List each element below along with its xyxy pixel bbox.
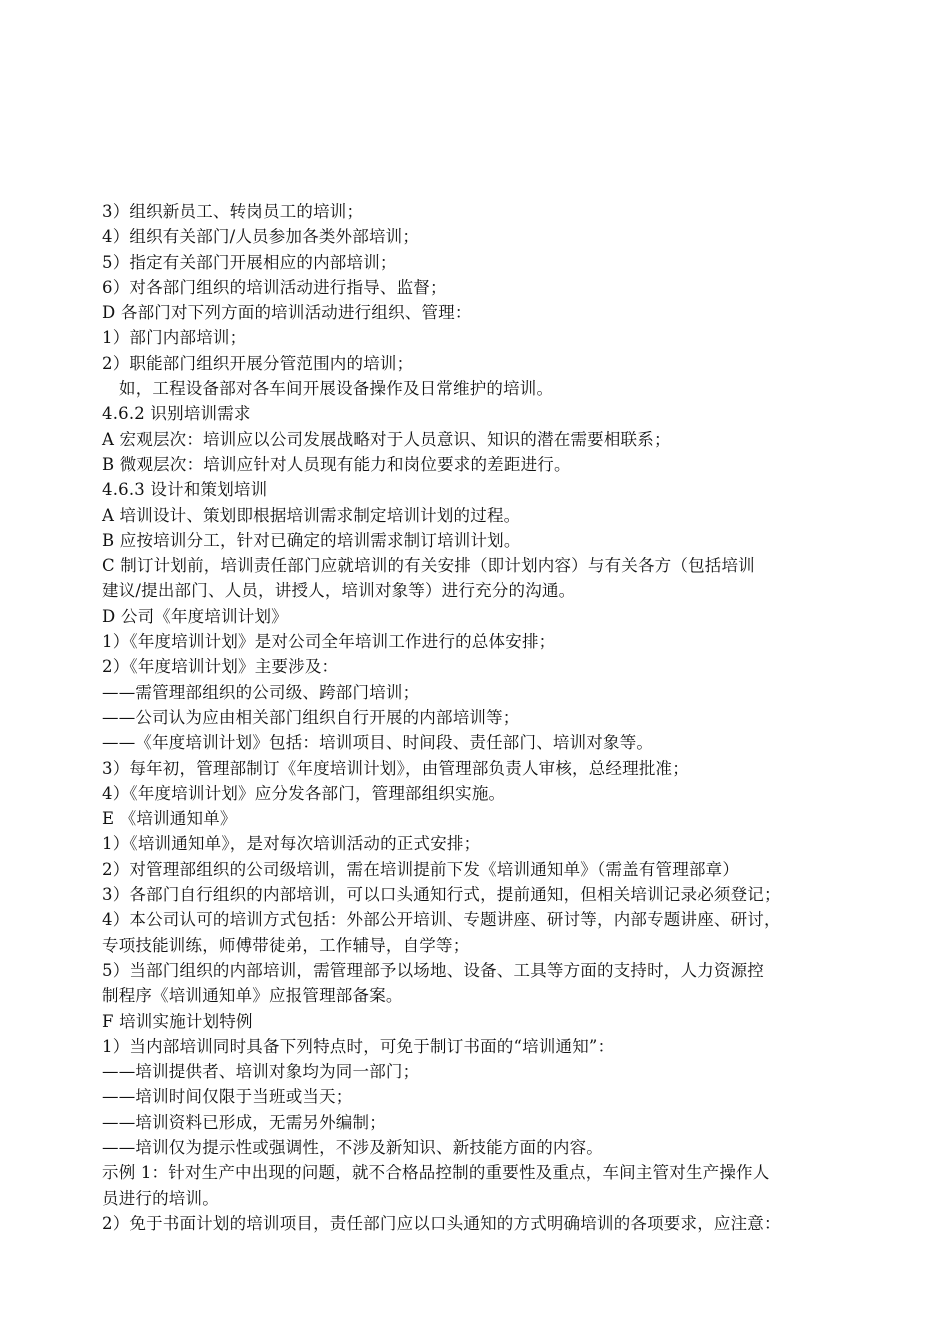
text-line: D 公司《年度培训计划》 <box>102 606 288 626</box>
text-line: 1）当内部培训同时具备下列特点时，可免于制订书面的“培训通知”： <box>102 1036 615 1056</box>
text-line: F 培训实施计划特例 <box>102 1011 253 1031</box>
text-line: B 微观层次：培训应针对人员现有能力和岗位要求的差距进行。 <box>102 454 571 474</box>
text-line: ——培训提供者、培训对象均为同一部门； <box>102 1062 420 1082</box>
text-line: 2）免于书面计划的培训项目，责任部门应以口头通知的方式明确培训的各项要求，应注意： <box>102 1213 781 1233</box>
text-line: A 培训设计、策划即根据培训需求制定培训计划的过程。 <box>102 505 521 525</box>
text-line: ——培训仅为提示性或强调性，不涉及新知识、新技能方面的内容。 <box>102 1137 603 1157</box>
text-line: D 各部门对下列方面的培训活动进行组织、管理： <box>102 303 472 323</box>
text-line: 5）指定有关部门开展相应的内部培训； <box>102 252 397 272</box>
section-heading: 4.6.3 设计和策划培训 <box>102 480 268 500</box>
text-line: ——公司认为应由相关部门组织自行开展的内部培训等； <box>102 707 520 727</box>
text-line: 员进行的培训。 <box>102 1188 219 1208</box>
text-line: 专项技能训练，师傅带徒弟，工作辅导，自学等； <box>102 935 470 955</box>
text-line: 示例 1：针对生产中出现的问题，就不合格品控制的重要性及重点，车间主管对生产操作人 <box>102 1163 770 1183</box>
text-line: 5）当部门组织的内部培训，需管理部予以场地、设备、工具等方面的支持时，人力资源控 <box>102 960 764 980</box>
text-line: 4）组织有关部门/人员参加各类外部培训； <box>102 227 420 247</box>
text-line: 3）各部门自行组织的内部培训，可以口头通知行式，提前通知，但相关培训记录必须登记； <box>102 885 781 905</box>
text-line: A 宏观层次：培训应以公司发展战略对于人员意识、知识的潜在需要相联系； <box>102 429 671 449</box>
text-line: 4）《年度培训计划》应分发各部门，管理部组织实施。 <box>102 783 506 803</box>
text-line: 1）《培训通知单》，是对每次培训活动的正式安排； <box>102 834 481 854</box>
text-line: ——培训时间仅限于当班或当天； <box>102 1087 353 1107</box>
text-line: B 应按培训分工，针对已确定的培训需求制订培训计划。 <box>102 530 521 550</box>
section-heading: 4.6.2 识别培训需求 <box>102 404 251 424</box>
text-line: 制程序《培训通知单》应报管理部备案。 <box>102 986 403 1006</box>
text-line: ——培训资料已形成，无需另外编制； <box>102 1112 386 1132</box>
text-line: ——需管理部组织的公司级、跨部门培训； <box>102 682 420 702</box>
text-line: E 《培训通知单》 <box>102 809 237 829</box>
text-line: 2）职能部门组织开展分管范围内的培训； <box>102 353 414 373</box>
text-line: 如，工程设备部对各车间开展设备操作及日常维护的培训。 <box>119 379 554 399</box>
text-line: 1）部门内部培训； <box>102 328 247 348</box>
text-line: C 制订计划前，培训责任部门应就培训的有关安排（即计划内容）与有关各方（包括培训 <box>102 556 755 576</box>
text-line: 2）《年度培训计划》主要涉及： <box>102 657 339 677</box>
text-line: 3）组织新员工、转岗员工的培训； <box>102 202 364 221</box>
text-line: 2）对管理部组织的公司级培训，需在培训提前下发《培训通知单》（需盖有管理部章） <box>102 859 740 879</box>
document-body <box>102 199 872 1236</box>
text-line: 建议/提出部门、人员，讲授人，培训对象等）进行充分的沟通。 <box>102 581 576 601</box>
text-line: 1）《年度培训计划》是对公司全年培训工作进行的总体安排； <box>102 632 556 652</box>
text-line: ——《年度培训计划》包括：培训项目、时间段、责任部门、培训对象等。 <box>102 733 654 753</box>
text-line: 3）每年初，管理部制订《年度培训计划》，由管理部负责人审核，总经理批准； <box>102 758 689 778</box>
text-line: 6）对各部门组织的培训活动进行指导、监督； <box>102 277 447 297</box>
text-line: 4）本公司认可的培训方式包括：外部公开培训、专题讲座、研讨等，内部专题讲座、研讨， <box>102 910 781 930</box>
